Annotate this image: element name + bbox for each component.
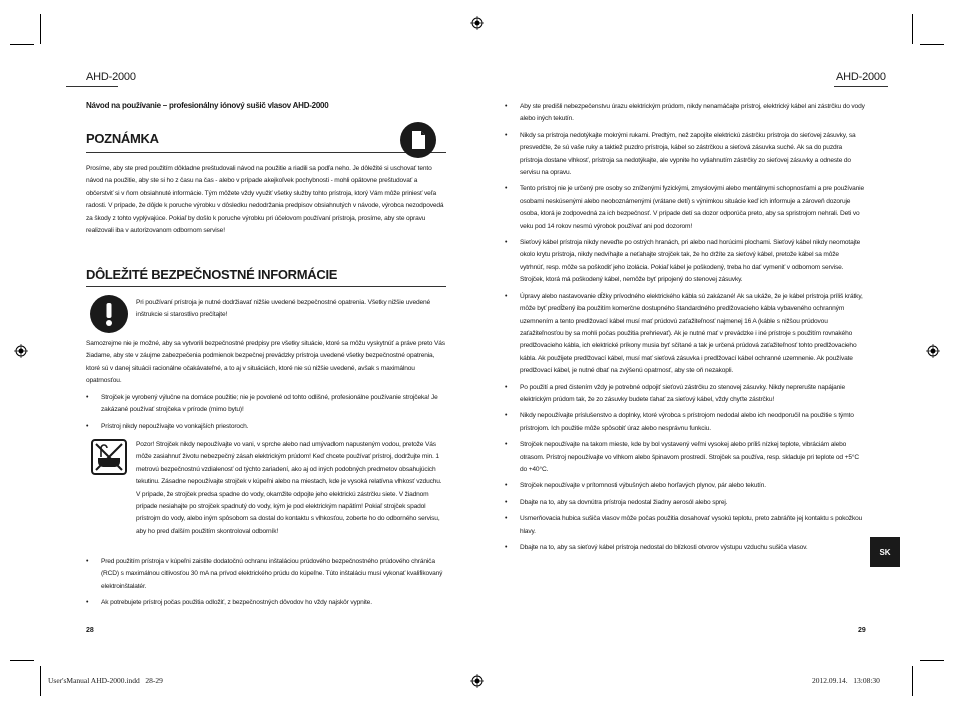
list-item: • Dbajte na to, aby sa sieťový kábel prístroja nedostal do blízkosti otvorov výstupu vzduchu sušiča vlasov.	[503, 542, 865, 554]
registration-mark-icon	[470, 674, 484, 688]
intro-title: Návod na používanie – profesionálny iónový sušič vlasov AHD-2000	[86, 101, 329, 110]
list-item: • Úpravy alebo nastavovanie dĺžky prívodného elektrického kábla sú zakázané! Ak sa ukáže, že je kábel prístroja príliš krátky, môže byť predĺžený iba použitím komerčne dostupného štandardného predlžovacieho kábla vybaveného ochranným uzemnením a tento predlžovací kábel musí mať prúdovú zaťažiteľnosť najmenej 16 A (káble s nižšou prúdovou zaťažiteľnosťou by sa mohli počas použitia prehrievať). Ak je nutné mať v prevádzke i iné prístroje s použitím rovnakého predlžovacieho kábla, ich elektrické príkony musia byť sčítané a tak je určená prúdová zaťažiteľnosť tohto predlžovacieho kábla. Ak použijete predlžovací kábel, musí mať sieťová zásuvka i predlžovací kábel ochranné uzemnenie. Ak používate predlžovací kábel, je nutné dbať na zvýšenú opatrnosť, aby ste oň nezakopli.	[503, 291, 865, 378]
footer-timestamp: 2012.09.14. 13:08:30	[812, 676, 880, 685]
document-icon	[400, 122, 436, 158]
crop-mark	[920, 44, 944, 45]
bullet-list-a	[84, 392, 446, 433]
safety-paragraph: Samozrejme nie je možné, aby sa vytvorili bezpečnostné predpisy pre všetky situácie, ktoré sa môžu vyskytnúť a práve preto Vás žiadame, aby ste v záujme zabezpečenia podmienok bezpečnej prevádzky prístroja uvedené všetky bezpečnostné opatrenia, ktoré sú v danej situácii racionálne očakávateľné, a to aj v situáciách, ktoré nie sú nižšie uvedené, avšak s maximálnou opatrnosťou.	[86, 340, 445, 385]
note-text: Prosíme, aby ste pred použitím dôkladne preštudovali návod na použitie a riadili sa podľa neho. Je dôležité si uschovať tento návod na použitie, aby ste si ho z času na čas - alebo v prípade akejkoľvek pochybnosti - mohli opätovne preštudovať a občerstviť si v ňom obsiahnuté informácie. Tým môžete vždy využiť všetky služby tohto prístroja, ktorý Vám môže priniesť veľa radosti. V prípade, že dôjde k poruche výrobku v dôsledku nedodržania predpisov obsiahnutých v návode, výrobca nezodpovedá za škody z tohto vyplývajúce. Pokiaľ by došlo k poruche výrobku pri účelovom používaní prístroja, prosíme, aby ste opravu realizovali iba v autorizovanom odbornom servise!	[86, 165, 444, 235]
header-rule-left	[66, 86, 118, 87]
list-item: • Pred použitím prístroja v kúpeľni zaistite dodatočnú ochranu inštaláciou prúdového bezpečnostného prúdového chrániča (RCD) s maximálnou citlivosťou 30 mA na prívod elektrického prúdu do kúpeľne. Túto inštaláciu musí vykonať kvalifikovaný elektroinštalatér.	[84, 556, 446, 593]
safety-heading: DÔLEŽITÉ BEZPEČNOSTNÉ INFORMÁCIE	[86, 267, 338, 282]
list-item: • Strojček nepoužívajte na takom mieste, kde by bol vystavený veľmi vysokej alebo príliš nízkej teplote, vibráciám alebo otrasom. Prístroj nepoužívajte vo vlhkom alebo špinavom prostredí. Strojček sa používa, resp. skladuje pri teplote od +5°C do +40°C.	[503, 439, 865, 476]
bath-warning-text: Pozor! Strojček nikdy nepoužívajte vo vani, v sprche alebo nad umývadlom napusteným vodou, pretože Vás môže zasiahnuť životu nebezpečný zásah elektrickým prúdom! Keď chcete používať prístroj, dodržujte min. 1 metrovú bezpečnostnú vzdialenosť od týchto zariadení, ako aj od iných podobných predmetov obsahujúcich tekutinu. Zásadne nepoužívajte strojček v kúpeľni alebo na miestach, kde je vysoká relatívna vlhkosť vzduchu. V prípade, že strojček predsa spadne do vody, okamžite odpojte jeho elektrickú zástrčku siete. V žiadnom prípade nesiahajte po strojček spadnutý do vody, kým je pod elektrickým napätím! Pokiaľ strojček spadol prístrojm do vody, alebo iným spôsobom sa dostal do kontaktu s vlhkosťou, zoberte ho do odborného servisu, aby ho pred ďalším použitím skontroloval odborník!	[136, 441, 442, 535]
list-item: • Po použití a pred čistením vždy je potrebné odpojiť sieťovú zástrčku zo stenovej zásuvky. Nikdy neprerušte napájanie elektrickým prúdom tak, že zo zásuvky budete ťahať za sieťový kábel, vždy chyťte zástrčku!	[503, 382, 865, 407]
crop-mark	[920, 660, 944, 661]
header-rule-right	[834, 86, 888, 87]
safety-rule	[86, 286, 446, 287]
no-bath-icon	[90, 438, 128, 476]
crop-mark	[40, 666, 41, 696]
note-heading: POZNÁMKA	[86, 131, 159, 146]
registration-mark-icon	[470, 16, 484, 30]
header-model-left: AHD-2000	[86, 71, 136, 83]
list-item: • Sieťový kábel prístroja nikdy neveďte po ostrých hranách, pri alebo nad horúcimi plochami. Sieťový kábel nikdy neomotajte okolo krytu prístroja, nikdy nedvíhajte a neťahajte strojček tak, že ho držíte za sieťový kábel, pretože kábel sa môže vytrhnúť, resp. môže sa poškodiť jeho izolácia. Pokiaľ kábel je poškodený, treba ho dať vymeniť v odbornom servise. Strojček, ktorá má poškodený kábel, nemôže byť pripojený do stenovej zásuvky.	[503, 237, 865, 287]
bullet-list-b	[84, 556, 446, 610]
list-item: • Usmerňovacia hubica sušiča vlasov môže počas použitia dosahovať vysokú teplotu, preto zabráňte jej kontaktu s pokožkou hlavy.	[503, 513, 865, 538]
list-item: • Prístroj nikdy nepoužívajte vo vonkajších priestoroch.	[84, 421, 446, 433]
list-item: • Ak potrebujete prístroj počas použitia odložiť, z bezpečnostných dôvodov ho vždy najskôr vypnite.	[84, 597, 446, 609]
list-item: • Nikdy nepoužívajte príslušenstvo a doplnky, ktoré výrobca s prístrojom nedodal alebo ich neodporučil na použitie s týmto prístrojom. Ich použitie môže spôsobiť úraz alebo nesprávnu funkciu.	[503, 410, 865, 435]
crop-mark	[912, 666, 913, 696]
language-tab	[870, 537, 900, 567]
list-item: • Tento prístroj nie je určený pre osoby so zníženými fyzickými, zmyslovými alebo mentálnymi schopnosťami a pre používanie osobami neskúsenými alebo neoboznámenými (vrátane detí) s výnimkou situácie keď ich informuje a zároveň dozoruje osoba, ktorá je zodpovedná za ich bezpečnosť. V prípade detí sa dozor odporúča preto, aby sa spristrojom nehrali. Deti vo veku pod 14 rokov nesmú výrobok používať ani pod dozorom!	[503, 183, 865, 233]
list-item: • Strojček je vyrobený výlučne na domáce použitie; nie je povolené od tohto odlišné, profesionálne používanie strojčeka! Je zakázané používať strojčeka v prírode (mimo bytu)!	[84, 392, 446, 417]
list-item: • Nikdy sa prístroja nedotýkajte mokrými rukami. Predtým, než zapojíte elektrickú zástrčku prístroja do sieťovej zásuvky, sa presvedčte, že sú vaše ruky a taktiež puzdro prístroja, kábel so zástrčkou a sieťová zásuvka suché. Ak sa do puzdra prístroja dostane vlhkosť, prístroja sa nedotýkajte, ale vypnite ho vytiahnutím zástrčky zo sieťovej zásuvky a odneste do servisu na opravu.	[503, 130, 865, 180]
list-item: • Strojček nepoužívajte v prítomnosti výbušných alebo horľavých plynov, pár alebo tekutín.	[503, 480, 865, 492]
page-number-right: 29	[858, 627, 866, 634]
crop-mark	[40, 14, 41, 44]
header-model-right: AHD-2000	[836, 71, 886, 83]
registration-mark-icon	[14, 344, 28, 358]
crop-mark	[10, 660, 34, 661]
note-rule	[86, 152, 446, 153]
footer-file: User'sManual AHD-2000.indd 28-29	[48, 676, 163, 685]
language-tab-label: SK	[879, 547, 891, 557]
registration-mark-icon	[926, 344, 940, 358]
crop-mark	[912, 14, 913, 44]
page-number-left: 28	[86, 627, 94, 634]
crop-mark	[10, 44, 34, 45]
safety-intro: Pri používaní prístroja je nutné dodržiavať nižšie uvedené bezpečnostné opatrenia. Všetky nižšie uvedené inštrukcie si starostlivo prečítajte!	[136, 299, 431, 319]
list-item: • Aby ste predišli nebezpečenstvu úrazu elektrickým prúdom, nikdy nenamáčajte prístroj, elektrický kábel ani zástrčku do vody alebo iných tekutín.	[503, 101, 865, 126]
bullet-list-right	[503, 101, 865, 554]
list-item: • Dbajte na to, aby sa dovnútra prístroja nedostal žiadny aerosól alebo sprej.	[503, 497, 865, 509]
exclamation-icon	[90, 295, 128, 333]
